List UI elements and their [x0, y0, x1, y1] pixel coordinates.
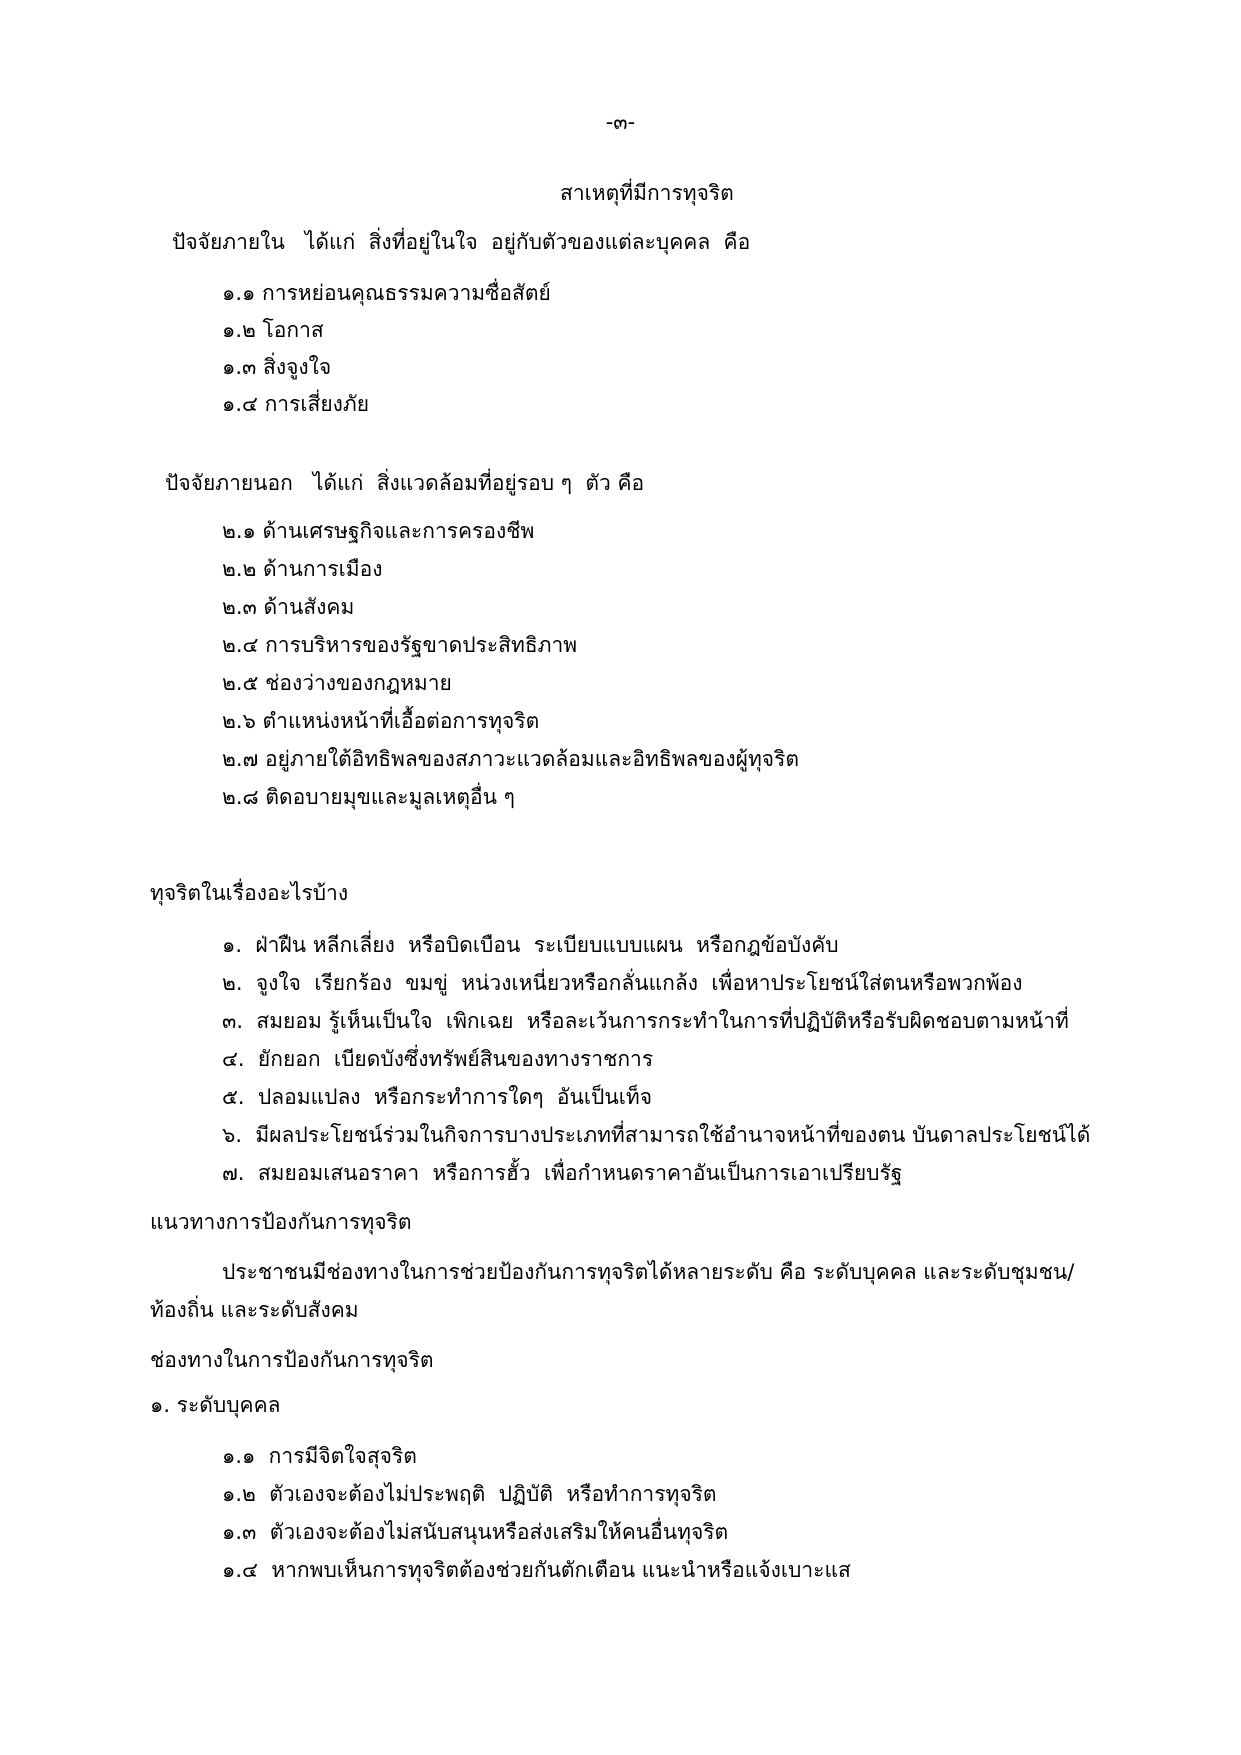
external-factor-item: ๒.๘ ติดอบายมุขและมูลเหตุอื่น ๆ — [222, 785, 515, 809]
corruption-matters-heading: ทุจริตในเรื่องอะไรบ้าง — [150, 881, 349, 905]
corruption-matter-item: ๒. จูงใจ เรียกร้อง ขมขู่ หน่วงเหนี่ยวหรือกลั่นแกล้ง เพื่อหาประโยชน์ใส่ตนหรือพวกพ้อง — [222, 971, 1023, 995]
corruption-matter-item: ๖. มีผลประโยชน์ร่วมในกิจการบางประเภทที่สามารถใช้อำนาจหน้าที่ของตน บันดาลประโยชน์ได้ — [222, 1123, 1091, 1147]
external-factor-item: ๒.๕ ช่องว่างของกฎหมาย — [222, 671, 452, 695]
external-factor-item: ๒.๓ ด้านสังคม — [222, 595, 355, 619]
internal-factor-item: ๑.๔ การเสี่ยงภัย — [222, 392, 370, 416]
internal-factors-heading: ปัจจัยภายใน ได้แก่ สิ่งที่อยู่ในใจ อยู่กับตัวของแต่ละบุคคล คือ — [172, 230, 751, 254]
individual-level-heading: ๑. ระดับบุคคล — [150, 1393, 281, 1417]
prevention-paragraph: ประชาชนมีช่องทางในการช่วยป้องกันการทุจริตได้หลายระดับ คือ ระดับบุคคล และระดับชุมชน/ท้องถิ่น และระดับสังคม — [150, 1260, 1075, 1322]
corruption-matter-item: ๕. ปลอมแปลง หรือกระทำการใดๆ อันเป็นเท็จ — [222, 1085, 653, 1109]
external-factor-item: ๒.๑ ด้านเศรษฐกิจและการครองชีพ — [222, 519, 535, 543]
page-number: -๓- — [605, 110, 636, 134]
corruption-matter-item: ๓. สมยอม รู้เห็นเป็นใจ เพิกเฉย หรือละเว้นการกระทำในการที่ปฏิบัติหรือรับผิดชอบตามหน้าที่ — [222, 1009, 1069, 1033]
prevention-heading: แนวทางการป้องกันการทุจริต — [150, 1210, 412, 1234]
external-factor-item: ๒.๔ การบริหารของรัฐขาดประสิทธิภาพ — [222, 633, 578, 657]
external-factor-item: ๒.๖ ตำแหน่งหน้าที่เอื้อต่อการทุจริต — [222, 709, 540, 733]
external-factor-item: ๒.๒ ด้านการเมือง — [222, 557, 383, 581]
document-title: สาเหตุที่มีการทุจริต — [560, 181, 734, 205]
external-factors-heading: ปัจจัยภายนอก ได้แก่ สิ่งแวดล้อมที่อยู่รอบ ๆ ตัว คือ — [165, 471, 645, 495]
corruption-matter-item: ๑. ฝ่าฝืน หลีกเลี่ยง หรือบิดเบือน ระเบียบแบบแผน หรือกฎข้อบังคับ — [222, 933, 839, 957]
channels-heading: ช่องทางในการป้องกันการทุจริต — [150, 1348, 434, 1372]
internal-factor-item: ๑.๒ โอกาส — [222, 318, 324, 342]
corruption-matter-item: ๔. ยักยอก เบียดบังซึ่งทรัพย์สินของทางราชการ — [222, 1047, 654, 1071]
individual-level-item: ๑.๓ ตัวเองจะต้องไม่สนับสนุนหรือส่งเสริมให้คนอื่นทุจริต — [222, 1520, 729, 1544]
corruption-matter-item: ๗. สมยอมเสนอราคา หรือการฮั้ว เพื่อกำหนดราคาอันเป็นการเอาเปรียบรัฐ — [222, 1161, 903, 1185]
internal-factor-item: ๑.๑ การหย่อนคุณธรรมความซื่อสัตย์ — [222, 281, 551, 305]
individual-level-item: ๑.๑ การมีจิตใจสุจริต — [222, 1444, 417, 1468]
external-factor-item: ๒.๗ อยู่ภายใต้อิทธิพลของสภาวะแวดล้อมและอิทธิพลของผู้ทุจริต — [222, 747, 800, 771]
individual-level-item: ๑.๔ หากพบเห็นการทุจริตต้องช่วยกันตักเตือน แนะนำหรือแจ้งเบาะแส — [222, 1558, 851, 1582]
internal-factor-item: ๑.๓ สิ่งจูงใจ — [222, 355, 332, 379]
individual-level-item: ๑.๒ ตัวเองจะต้องไม่ประพฤติ ปฏิบัติ หรือทำการทุจริต — [222, 1482, 717, 1506]
